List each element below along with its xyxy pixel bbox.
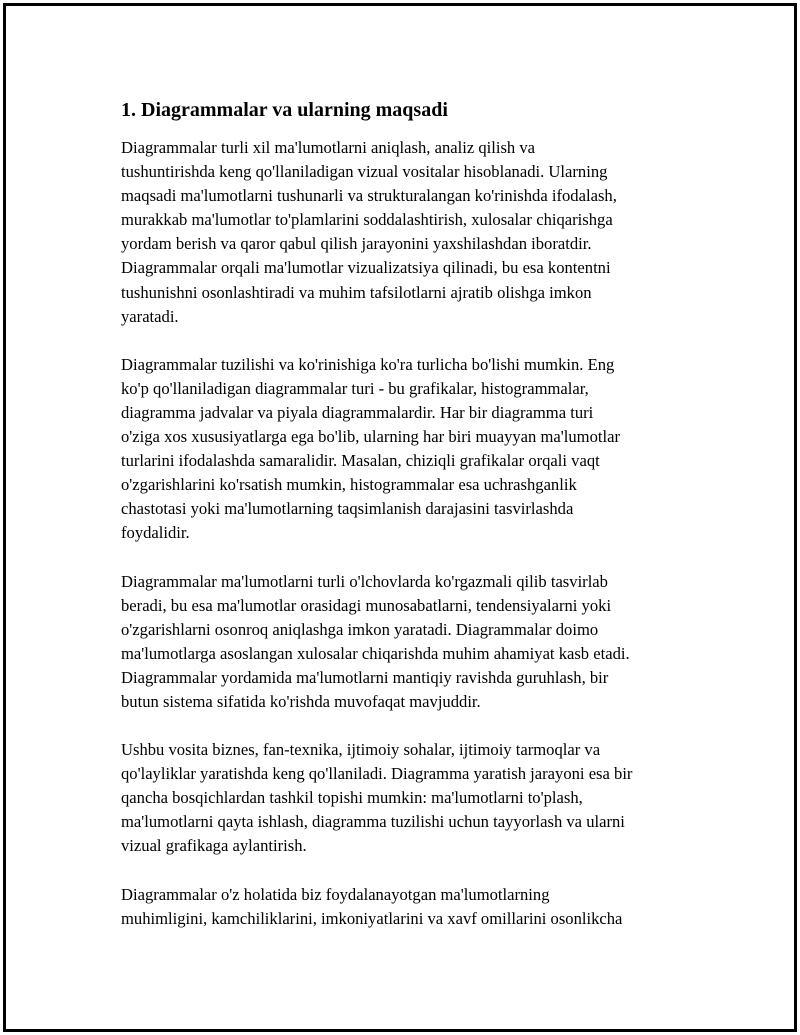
text-line: yaratadi.: [121, 306, 179, 326]
text-line: o'zgarishlarini ko'rsatish mumkin, histogrammalar esa uchrashganlik: [121, 475, 577, 495]
text-line: o'zgarishlarni osonroq aniqlashga imkon yaratadi. Diagrammalar doimo: [121, 619, 599, 639]
text-line: qancha bosqichlardan tashkil topishi mumkin: ma'lumotlarni to'plash,: [121, 788, 583, 808]
text-line: murakkab ma'lumotlar to'plamlarini soddalashtirish, xulosalar chiqarishga: [121, 210, 613, 230]
text-line: Diagrammalar turli xil ma'lumotlarni aniqlash, analiz qilish va: [121, 138, 536, 157]
text-line: Diagrammalar orqali ma'lumotlar vizualizatsiya qilinadi, bu esa kontentni: [121, 258, 611, 278]
text-line: maqsadi ma'lumotlarni tushunarli va strukturalangan ko'rinishda ifodalash,: [121, 186, 617, 206]
text-line: ko'p qo'llaniladigan diagrammalar turi - bu grafikalar, histogrammalar,: [121, 378, 589, 398]
text-line: Ushbu vosita biznes, fan-texnika, ijtimoiy sohalar, ijtimoiy tarmoqlar va: [121, 740, 601, 760]
text-line: tushunishni osonlashtiradi va muhim tafsilotlarni ajratib olishga imkon: [121, 282, 592, 302]
text-line: ma'lumotlarga asoslangan xulosalar chiqarishda muhim ahamiyat kasb etadi.: [121, 643, 630, 663]
text-line: butun sistema sifatida ko'rishda muvofaqat mavjuddir.: [121, 691, 481, 711]
document-page: [3, 3, 797, 1032]
text-line: diagramma jadvalar va piyala diagrammalardir. Har bir diagramma turi: [121, 402, 594, 422]
paragraph-1: [121, 136, 701, 329]
text-line: Diagrammalar o'z holatida biz foydalanayotgan ma'lumotlarning: [121, 884, 550, 904]
paragraph-4: [121, 738, 701, 858]
text-line: muhimligini, kamchiliklarini, imkoniyatlarini va xavf omillarini osonlikcha: [121, 908, 623, 928]
text-line: Diagrammalar tuzilishi va ko'rinishiga ko'ra turlicha bo'lishi mumkin. Eng: [121, 354, 615, 374]
text-line: ma'lumotlarni qayta ishlash, diagramma tuzilishi uchun tayyorlash va ularni: [121, 812, 625, 832]
text-line: Diagrammalar yordamida ma'lumotlarni mantiqiy ravishda guruhlash, bir: [121, 667, 609, 687]
text-line: foydalidir.: [121, 523, 190, 543]
paragraph-3: [121, 570, 701, 715]
paragraph-5: [121, 883, 701, 931]
text-line: chastotasi yoki ma'lumotlarning taqsimlanish darajasini tasvirlashda: [121, 499, 574, 519]
text-line: qo'layliklar yaratishda keng qo'llaniladi. Diagramma yaratish jarayoni esa bir: [121, 764, 633, 784]
text-line: vizual grafikaga aylantirish.: [121, 836, 307, 856]
section-heading: 1. Diagrammalar va ularning maqsadi: [121, 99, 448, 121]
text-line: tushuntirishda keng qo'llaniladigan vizual vositalar hisoblanadi. Ularning: [121, 162, 608, 182]
text-line: turlarini ifodalashda samaralidir. Masalan, chiziqli grafikalar orqali vaqt: [121, 451, 600, 471]
text-line: o'ziga xos xususiyatlarga ega bo'lib, ularning har biri muayyan ma'lumotlar: [121, 427, 620, 447]
text-line: yordam berish va qaror qabul qilish jarayonini yaxshilashdan iboratdir.: [121, 234, 592, 254]
document-body: [121, 96, 701, 955]
paragraph-2: [121, 353, 701, 546]
text-line: Diagrammalar ma'lumotlarni turli o'lchovlarda ko'rgazmali qilib tasvirlab: [121, 571, 608, 591]
text-line: beradi, bu esa ma'lumotlar orasidagi munosabatlarni, tendensiyalarni yoki: [121, 595, 612, 615]
